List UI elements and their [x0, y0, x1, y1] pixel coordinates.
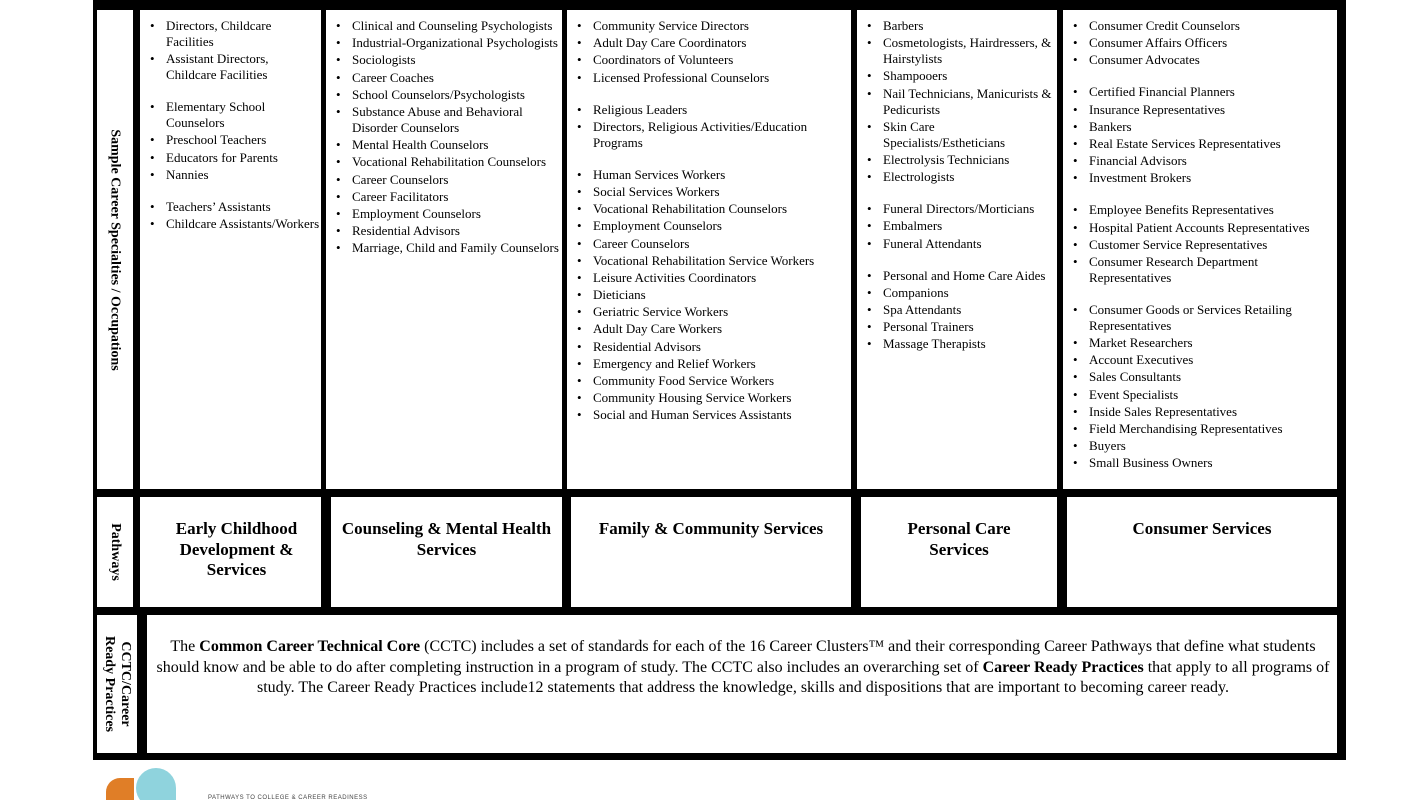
occupation-item: • Field Merchandising Representatives — [1063, 421, 1337, 437]
occupation-item: • Career Facilitators — [326, 189, 562, 205]
occupation-item: • Directors, Childcare Facilities — [140, 18, 321, 50]
occupation-item: • Consumer Advocates — [1063, 52, 1337, 68]
pathway-title: Family & Community Services — [598, 519, 824, 538]
occupation-item: • Embalmers — [857, 218, 1057, 234]
occupation-item: • Social Services Workers — [567, 184, 851, 200]
occupation-item: • Cosmetologists, Hairdressers, & Hairstylists — [857, 35, 1057, 67]
cctc-bold-2: Career Ready Practices — [982, 658, 1144, 676]
occupation-item: • Vocational Rehabilitation Counselors — [567, 201, 851, 217]
occupation-item: • Employee Benefits Representatives — [1063, 202, 1337, 218]
cctc-description — [153, 637, 1333, 699]
occupation-item: • Consumer Research Department Representatives — [1063, 254, 1337, 286]
occupation-item: • Leisure Activities Coordinators — [567, 270, 851, 286]
occupation-item: • Buyers — [1063, 438, 1337, 454]
occupation-item: • Real Estate Services Representatives — [1063, 136, 1337, 152]
occupation-list — [326, 10, 562, 256]
occupation-item: • Account Executives — [1063, 352, 1337, 368]
occupation-item: • Personal Trainers — [857, 319, 1057, 335]
occupation-item: • Vocational Rehabilitation Counselors — [326, 154, 562, 170]
occupation-item: • Industrial-Organizational Psychologists — [326, 35, 562, 51]
occupation-item: • Electrologists — [857, 169, 1057, 185]
cctc-row-label — [97, 615, 137, 753]
occupation-item: • Bankers — [1063, 119, 1337, 135]
occupation-item: • Consumer Goods or Services Retailing Representatives — [1063, 302, 1337, 334]
cctc-text-3: that apply to all programs of study. The Career Ready Practices include12 statements that address the knowledge, skills and dispositions that are important to becoming career ready. — [256, 658, 1330, 697]
occupation-item: • Career Counselors — [567, 236, 851, 252]
occupation-item: • Inside Sales Representatives — [1063, 404, 1337, 420]
occupation-list — [140, 10, 321, 232]
occupations-col-2 — [326, 10, 562, 489]
occupation-item: • Human Services Workers — [567, 167, 851, 183]
pathway-early-childhood — [140, 497, 321, 607]
occupation-item: • Hospital Patient Accounts Representatives — [1063, 220, 1337, 236]
occupation-item: • Certified Financial Planners — [1063, 84, 1337, 100]
pathways-row-label — [97, 497, 133, 607]
pathways-row-label-text: Pathways — [108, 523, 123, 581]
occupation-item: • Community Housing Service Workers — [567, 390, 851, 406]
occupation-list — [1063, 10, 1337, 471]
occupation-item: • Teachers’ Assistants — [140, 199, 321, 215]
pathway-family-community — [571, 497, 851, 607]
occupation-item: • Career Coaches — [326, 70, 562, 86]
occupations-row-label — [97, 10, 133, 489]
occupation-item: • Religious Leaders — [567, 102, 851, 118]
occupations-col-4 — [857, 10, 1057, 489]
occupations-col-3 — [567, 10, 851, 489]
occupation-item: • Nail Technicians, Manicurists & Pedicurists — [857, 86, 1057, 118]
occupation-item: • Nannies — [140, 167, 321, 183]
occupation-item: • Coordinators of Volunteers — [567, 52, 851, 68]
occupation-item: • Insurance Representatives — [1063, 102, 1337, 118]
occupation-item: • Adult Day Care Coordinators — [567, 35, 851, 51]
occupation-item: • Social and Human Services Assistants — [567, 407, 851, 423]
occupation-item: • Substance Abuse and Behavioral Disorder Counselors — [326, 104, 562, 136]
occupation-item: • Community Food Service Workers — [567, 373, 851, 389]
pathway-personal-care — [861, 497, 1057, 607]
occupations-col-1 — [140, 10, 321, 489]
occupation-item: • Geriatric Service Workers — [567, 304, 851, 320]
occupation-item: • Event Specialists — [1063, 387, 1337, 403]
occupation-item: • Funeral Directors/Morticians — [857, 201, 1057, 217]
occupations-row-label-text: Sample Career Specialties / Occupations — [108, 128, 124, 371]
cctc-text-1: The — [170, 638, 200, 655]
logo-orange-shape — [106, 778, 134, 800]
occupation-list — [857, 10, 1057, 352]
pathway-title: Consumer Services — [1132, 519, 1272, 538]
occupation-item: • Sociologists — [326, 52, 562, 68]
occupation-list — [567, 10, 851, 423]
occupation-item: • Consumer Credit Counselors — [1063, 18, 1337, 34]
pathway-title: Early Childhood Development & Services — [175, 519, 298, 579]
occupation-item: • Investment Brokers — [1063, 170, 1337, 186]
occupation-item: • Adult Day Care Workers — [567, 321, 851, 337]
occupation-item: • Financial Advisors — [1063, 153, 1337, 169]
occupation-item: • Childcare Assistants/Workers — [140, 216, 321, 232]
cctc-cell — [147, 615, 1337, 753]
occupation-item: • Spa Attendants — [857, 302, 1057, 318]
occupation-item: • Employment Counselors — [326, 206, 562, 222]
occupation-item: • Electrolysis Technicians — [857, 152, 1057, 168]
occupation-item: • Companions — [857, 285, 1057, 301]
occupation-item: • Skin Care Specialists/Estheticians — [857, 119, 1057, 151]
cctc-bold-1: Common Career Technical Core — [199, 638, 421, 655]
occupation-item: • Emergency and Relief Workers — [567, 356, 851, 372]
occupation-item: • Residential Advisors — [567, 339, 851, 355]
occupation-item: • Dieticians — [567, 287, 851, 303]
pathway-consumer — [1067, 497, 1337, 607]
occupation-item: • Employment Counselors — [567, 218, 851, 234]
occupation-item: • Funeral Attendants — [857, 236, 1057, 252]
occupation-item: • Vocational Rehabilitation Service Workers — [567, 253, 851, 269]
occupation-item: • Market Researchers — [1063, 335, 1337, 351]
occupation-item: • Career Counselors — [326, 172, 562, 188]
occupation-item: • Community Service Directors — [567, 18, 851, 34]
occupation-item: • Massage Therapists — [857, 336, 1057, 352]
occupation-item: • Elementary School Counselors — [140, 99, 321, 131]
occupations-col-5 — [1063, 10, 1337, 489]
occupation-item: • Customer Service Representatives — [1063, 237, 1337, 253]
footer-text: PATHWAYS TO COLLEGE & CAREER READINESS — [208, 795, 368, 800]
occupation-item: • Mental Health Counselors — [326, 137, 562, 153]
occupation-item: • Sales Consultants — [1063, 369, 1337, 385]
occupation-item: • Marriage, Child and Family Counselors — [326, 240, 562, 256]
pathway-title: Counseling & Mental Health Services — [341, 519, 552, 559]
occupation-item: • Small Business Owners — [1063, 455, 1337, 471]
logo-teal-shape — [136, 768, 176, 800]
occupation-item: • Educators for Parents — [140, 150, 321, 166]
occupation-item: • Directors, Religious Activities/Education Programs — [567, 119, 851, 151]
occupation-item: • Licensed Professional Counselors — [567, 70, 851, 86]
pathway-title: Personal Care Services — [907, 519, 1011, 559]
occupation-item: • Assistant Directors, Childcare Facilities — [140, 51, 321, 83]
pathway-counseling — [331, 497, 562, 607]
cctc-text-2: (CCTC) includes a set of standards for each of the 16 Career Clusters™ and their corresponding Career Pathways that define what students should know and be able to do after completing instruction in a program of study. The CCTC also includes an overarching set of — [156, 638, 1316, 676]
occupation-item: • Personal and Home Care Aides — [857, 268, 1057, 284]
occupation-item: • Consumer Affairs Officers — [1063, 35, 1337, 51]
occupation-item: • Preschool Teachers — [140, 132, 321, 148]
occupation-item: • Barbers — [857, 18, 1057, 34]
occupation-item: • Residential Advisors — [326, 223, 562, 239]
occupation-item: • Shampooers — [857, 68, 1057, 84]
occupation-item: • School Counselors/Psychologists — [326, 87, 562, 103]
cctc-row-label-text: CCTC/Career Ready Practices — [102, 635, 133, 733]
occupation-item: • Clinical and Counseling Psychologists — [326, 18, 562, 34]
